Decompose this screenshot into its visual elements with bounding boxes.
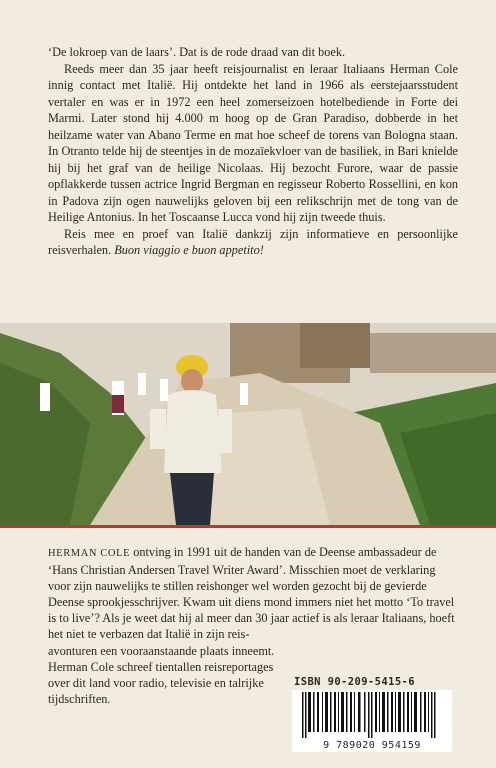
bio-text: ontving in 1991 uit de handen van de Deense ambassadeur de ‘Hans Christian Andersen Travel Writer Award’. Misschien moet de verklaring voor zijn nauwelijks te stillen reishonger wel worden gezocht bij de gevierde Deense sprookjesschrijver. Kwam uit diens mond immers niet het motto ‘To travel is to live’? Als je weet dat hij al meer dan 30 jaar actief is als leraar Italiaans, hoeft het niet te verbazen dat Italië in zijn reis- (48, 545, 455, 642)
blurb-closing-italic: Buon viaggio e buon appetito! (114, 243, 264, 257)
blurb-tagline: ‘De lokroep van de laars’. Dat is de rode draad van dit boek. (48, 45, 346, 59)
blurb-closing-text: Reis mee en proef van Italië dankzij zijn informatieve en persoonlijke reisverhalen. (48, 226, 458, 257)
author-name: HERMAN COLE (48, 548, 131, 559)
blurb-text (48, 44, 458, 259)
isbn-label: ISBN 90-209-5415-6 (294, 676, 415, 688)
blurb-paragraph: Reeds meer dan 35 jaar heeft reisjournalist en leraar Italiaans Herman Cole innig contact met Italië. Hij ontdekte het land in 1966 als eerstejaarsstudent vertaler en was er in 1972 een heel zomerseizoen hotelbediende in Forte dei Marmi. Later stond hij 4.000 m hoog op de Gran Paradiso, dobberde in het heilzame water van Abano Terme en mat hoe scheef de torens van Bologna staan. In Otranto telde hij de steentjes in de mozaïekvloer van de basiliek, in Bari knielde hij bij het graf van de heilige Nicolaas. Hij bezocht Furore, waar de passie opflakkerde tussen actrice Ingrid Bergman en regisseur Roberto Rossellini, en kon in Padova zijn ogen nauwelijks geloven bij een relikschrijn met de tong van de Heilige Antonius. In het Toscaanse Lucca vond hij zijn tweede thuis. (48, 61, 458, 224)
cover-photo-illustration (0, 323, 496, 525)
bio-paragraph-end: avonturen een vooraanstaande plaats inneemt. Herman Cole schreef tientallen reisreportages over dit land voor radio, televisie en talrijke tijdschriften. (48, 643, 275, 706)
blurb-closing (48, 226, 458, 259)
cover-photo (0, 323, 496, 528)
barcode-digits: 9 789020 954159 (292, 740, 452, 751)
bio-paragraph (48, 544, 458, 643)
barcode-bars (292, 690, 452, 740)
